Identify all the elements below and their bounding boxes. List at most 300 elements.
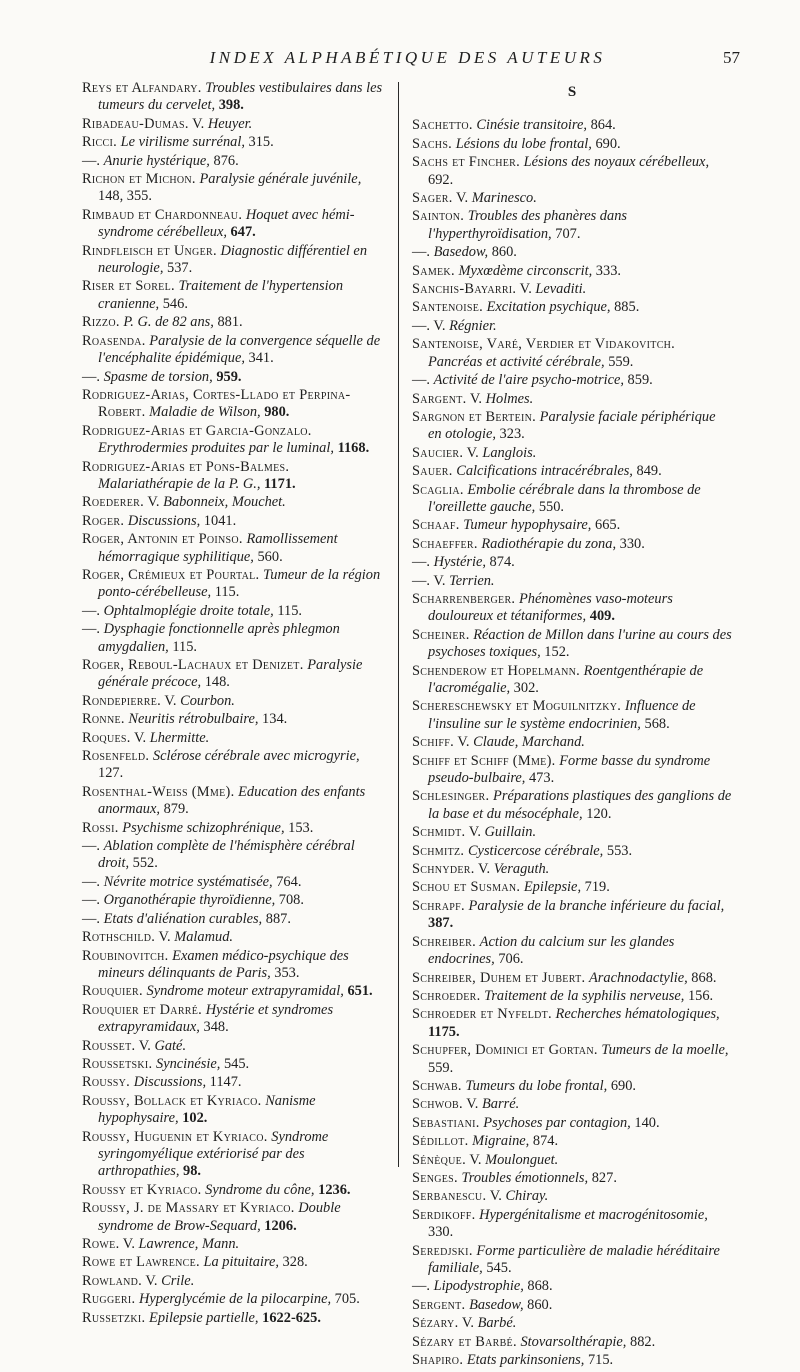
entry-author: Scaglia. [412,481,464,498]
entry-text: 330. [428,1224,454,1241]
entry-title: Neuritis rétrobulbaire, [128,711,259,728]
index-entry [412,1278,732,1295]
entry-text: 148, 355. [98,188,152,205]
entry-text: —. V. [412,572,450,589]
entry-text: 860. [523,1296,553,1313]
entry-text: 333. [592,262,621,279]
entry-text: 550. [535,498,565,515]
entry-title: Malamud. [174,929,234,946]
entry-author: Schnyder. [412,861,475,878]
entry-author: Schrapf. [412,897,465,914]
index-entry [412,391,732,408]
entry-author: Rothschild. [82,929,156,946]
entry-text: 348. [199,1019,229,1036]
index-entry [82,1273,386,1290]
entry-text: V. [516,281,536,298]
entry-title: Radiothérapie du zona, [481,535,617,552]
entry-title: Paralysie générale précoce, [98,657,363,691]
entry-title: Crile. [161,1272,195,1289]
entry-title: Hoquet avec hémi-syndrome cérébelleux, [98,206,355,241]
entry-title: Recherches hématologiques, [555,1006,720,1023]
entry-text: 868. [687,969,717,986]
index-entry [82,1002,386,1037]
entry-author: Samek. [412,262,455,279]
entry-title: Etats d'aliénation curables, [103,910,263,927]
index-entry [82,1074,386,1091]
entry-text: 545. [482,1260,512,1276]
entry-author: Rowe et Lawrence. [82,1254,200,1271]
entry-title: Epilepsie partielle, [149,1309,259,1326]
entry-title: Levaditi. [535,281,587,298]
index-entry [412,934,732,969]
entry-text: —. [82,621,104,638]
entry-author: Ruggeri. [82,1291,136,1308]
entry-author: Santenoise. [412,299,484,316]
entry-author: Roger, Reboul-Lachaux et Denizet. [82,657,304,673]
entry-page-bold: 1622-625. [262,1309,321,1326]
index-entry [412,244,732,261]
entry-author: Rodriguez-Arias et Garcia-Gonzalo. [82,422,312,439]
index-entry [412,573,732,590]
index-entry [412,117,732,134]
entry-author: Roussy, Bollack et Kyriaco. [82,1092,262,1109]
entry-author: Roubinovitch. [82,947,169,964]
entry-title: Anurie hystérique, [103,152,210,169]
index-entry [412,208,732,243]
index-entry [82,892,386,909]
entry-author: Sézary. [412,1315,459,1332]
entry-title: Epilepsie, [523,879,582,896]
entry-title: Régnier. [449,317,497,334]
entry-text: —. [412,1278,434,1295]
entry-title: Roentgenthérapie de l'acromégalie, [428,662,704,696]
entry-text: 690. [591,135,621,152]
index-entry [412,409,732,444]
entry-title: Influence de l'insuline sur le système endocrinien, [428,698,696,732]
entry-text: 868. [523,1278,553,1295]
index-entry [82,314,386,331]
entry-author: Rowe. [82,1236,120,1252]
index-entry [82,820,386,837]
index-entry [412,318,732,335]
entry-text: 546. [159,295,188,312]
entry-page-bold: 1206. [264,1217,297,1234]
index-entry [412,627,732,662]
entry-author: Sainton. [412,208,465,225]
entry-text: 545. [220,1055,250,1072]
index-entry [412,463,732,480]
entry-text: —. [82,910,104,927]
entry-text: 473. [525,770,555,787]
entry-author: Roussy, Huguenin et Kyriaco. [82,1128,268,1145]
index-entry [82,567,386,602]
entry-author: Rizzo. [82,314,120,331]
entry-author: Shapiro. [412,1352,464,1369]
entry-title: Le virilisme surrénal, [120,134,245,151]
index-entry [412,753,732,788]
entry-title: Lipodystrophie, [433,1278,524,1295]
entry-title: Gaté. [154,1037,187,1054]
index-entry [412,1243,732,1278]
entry-text: 665. [591,517,621,534]
entry-page-bold: 647. [230,224,256,241]
entry-title: Ablation complète de l'hémisphère cérébral droit, [98,838,355,872]
entry-author: Rodriguez-Arias, Cortes-Llado et Perpina-Robert. [82,386,351,421]
entry-author: Sergent. [412,1296,466,1313]
entry-author: Scharrenberger. [412,590,516,607]
index-entry [82,929,386,946]
entry-author: Schmitz. [412,842,465,859]
index-entry [412,1207,732,1242]
entry-page-bold: 1168. [337,440,370,457]
index-entry [82,80,386,115]
entry-text: 874. [485,554,515,571]
index-entry [412,517,732,534]
entry-text: —. [412,372,434,389]
entry-author: Sager. [412,190,453,207]
entry-title: Double syndrome de Brow-Sequard, [98,1200,341,1234]
index-entry [412,1042,732,1077]
entry-title: Névrite motrice systématisée, [103,873,273,890]
index-entry [412,824,732,841]
entry-title: Pancréas et activité cérébrale, [428,353,605,370]
index-entry [82,1310,386,1327]
index-entry [412,281,732,298]
entry-text: 860. [488,244,517,261]
entry-title: Etats parkinsoniens, [466,1352,585,1369]
entry-title: Moulonguet. [485,1151,559,1168]
entry-title: Excitation psychique, [486,299,611,316]
entry-title: Ophtalmoplégie droite totale, [103,602,274,619]
entry-title: Phénomènes vaso-moteurs douloureux et tétaniformes, [428,590,673,625]
entry-title: Examen médico-psychique des mineurs délinquants de Paris, [98,947,349,981]
entry-title: Syndrome moteur extrapyramidal, [146,983,344,1000]
entry-author: Rosenthal-Weiss (Mme). [82,783,235,800]
entry-title: Hystérie et syndromes extrapyramidaux, [98,1001,334,1036]
entry-text: 553. [603,842,633,859]
index-entry [82,1254,386,1271]
entry-author: Roussy. [82,1074,131,1091]
index-entry [412,1152,732,1169]
entry-text: 115. [211,584,240,601]
entry-text: 864. [586,117,616,134]
right-column [412,80,732,1370]
entry-title: Babonneix, Mouchet. [163,494,286,511]
entry-text: 560. [253,548,283,565]
entry-text: V. [466,1151,486,1168]
entry-text: V. [188,115,208,132]
entry-title: Basedow, [433,244,489,261]
index-entry [82,494,386,511]
entry-text: 559. [428,1059,454,1076]
index-entry [82,748,386,783]
index-entry [412,190,732,207]
entry-text: V. [142,1272,162,1289]
entry-text: 156. [684,987,714,1004]
index-entry [82,1038,386,1055]
entry-title: Discussions, [127,512,201,529]
entry-text: —. V. [412,317,450,334]
index-entry [412,879,732,896]
entry-author: Serdikoff. [412,1206,476,1223]
entry-page-bold: 1171. [264,475,296,492]
entry-title: Discussions, [133,1074,207,1091]
index-entry [82,1056,386,1073]
entry-author: Schlesinger. [412,788,490,805]
index-entry [412,1170,732,1187]
entry-page-bold: 1236. [318,1181,351,1198]
entry-author: Seredjski. [412,1242,473,1259]
entry-text: 882. [626,1333,656,1350]
entry-author: Sénèque. [412,1151,466,1168]
entry-text: 706. [494,951,524,968]
index-entry [412,1188,732,1205]
entry-text: 692. [428,171,454,188]
index-entry [82,948,386,983]
entry-title: Lésions du lobe frontal, [455,135,592,152]
entry-text: 552. [129,855,158,872]
entry-author: Ronne. [82,711,125,728]
entry-text: 690. [607,1077,637,1094]
entry-title: Migraine, [472,1133,530,1150]
entry-author: Sebastiani. [412,1114,480,1131]
entry-title: Hyperglycémie de la pilocarpine, [138,1291,332,1308]
entry-title: Diagnostic différentiel en neurologie, [98,242,368,277]
entry-text: V. [144,494,164,511]
index-entry [82,1236,386,1253]
entry-title: Barbé. [477,1315,517,1332]
entry-title: Myxœdème circonscrit, [458,262,593,279]
index-entry [82,243,386,278]
entry-text: V. [155,929,175,946]
entry-title: Lhermitte. [149,729,210,746]
entry-text: —. [82,838,104,855]
entry-text: 315. [244,134,274,151]
index-entry [412,263,732,280]
entry-page-bold: 387. [428,915,454,932]
entry-title: Troubles des phanères dans l'hyperthyroïdisation, [428,208,627,242]
entry-title: Tumeurs du lobe frontal, [465,1077,608,1094]
index-entry [412,445,732,462]
entry-author: Rousset. [82,1037,136,1054]
entry-text: V. [161,692,181,709]
entry-title: Sclérose cérébrale avec microgyrie, [152,748,360,765]
entry-author: Sachetto. [412,117,473,134]
index-entry [82,278,386,313]
index-entry [82,730,386,747]
entry-text: 323. [495,426,525,443]
index-entry [82,1182,386,1199]
index-entry [82,983,386,1000]
index-entry [412,336,732,371]
entry-title: Hypergénitalisme et macrogénitosomie, [479,1206,708,1223]
page-number: 57 [723,48,740,67]
entry-text: —. [82,873,104,890]
entry-title: Paralysie faciale périphérique en otologie, [428,408,716,443]
entry-title: Paralysie de la convergence séquelle de l'encéphalite épidémique, [98,332,381,367]
index-entry [412,154,732,189]
entry-title: Paralysie de la branche inférieure du facial, [468,897,725,914]
index-entry [412,372,732,389]
entry-text: 849. [632,463,662,480]
entry-title: Stovarsolthérapie, [520,1333,627,1350]
entry-text: V. [474,861,494,878]
entry-text: 302. [510,680,539,696]
entry-title: Syndrome du cône, [205,1181,315,1198]
entry-title: Courbon. [180,692,235,709]
entry-text: V. [463,444,483,461]
entry-text: —. [82,152,104,169]
entry-author: Sédillot. [412,1133,469,1150]
index-entry [82,387,386,422]
entry-title: Terrien. [449,572,495,589]
index-entry [82,134,386,151]
column-divider [398,82,399,1167]
index-entry [412,1115,732,1132]
entry-author: Roques. [82,729,131,746]
entry-text: 559. [604,353,634,370]
index-entry [82,1129,386,1181]
entry-text: V. [458,1315,478,1332]
index-entry [412,482,732,517]
index-entry [82,711,386,728]
entry-title: Forme particulière de maladie héréditaire familiale, [428,1242,720,1276]
entry-text: V. [130,729,150,746]
entry-title: Hystérie, [433,554,486,571]
entry-title: Action du calcium sur les glandes endocrines, [428,933,675,968]
entry-author: Schaeffer. [412,535,478,552]
index-entry [412,299,732,316]
index-entry [412,1334,732,1351]
entry-title: Holmes. [485,390,534,407]
entry-author: Santenoise, Varé, Verdier et Vidakovitch. [412,336,676,353]
entry-title: Chiray. [505,1188,549,1205]
entry-author: Rouquier. [82,983,143,1000]
index-entry [82,603,386,620]
entry-text: 764. [272,873,302,890]
entry-text: 341. [244,350,274,367]
entry-title: Syndrome syringomyélique extériorisé par des arthropathies, [98,1128,329,1180]
entry-text: 153. [284,819,314,836]
entry-text: 140. [630,1114,660,1131]
index-entry [82,874,386,891]
entry-author: Schroeder et Nyfeldt. [412,1006,552,1023]
entry-author: Russetzki. [82,1309,146,1326]
entry-text: 537. [163,260,193,277]
entry-title: Cinésie transitoire, [476,117,587,134]
entry-text: 115. [168,638,197,655]
entry-title: Dysphagie fonctionnelle après phlegmon amygdalien, [98,621,340,655]
entry-title: Cysticercose cérébrale, [467,842,604,859]
entry-title: Guillain. [484,824,537,841]
entry-page-bold: 102. [182,1110,208,1127]
entry-author: Rowland. [82,1272,143,1289]
entry-page-bold: 959. [216,368,242,385]
entry-text: 152. [540,644,570,661]
entry-title: Erythrodermies produites par le luminal, [98,440,334,457]
index-entry [82,423,386,458]
entry-title: Forme basse du syndrome pseudo-bulbaire, [428,752,711,787]
index-entry [82,153,386,170]
entry-title: Troubles émotionnels, [461,1169,589,1186]
index-entry [412,988,732,1005]
index-entry [412,1352,732,1369]
entry-text: 353. [270,964,300,981]
entry-text: V. [486,1188,506,1205]
entry-title: Traitement de l'hypertension cranienne, [98,278,344,312]
index-entry [82,171,386,206]
entry-author: Schiff. [412,734,455,751]
index-entry [412,1315,732,1332]
entry-author: Riser et Sorel. [82,278,175,295]
entry-author: Schiff et Schiff (Mme). [412,752,556,769]
entry-text: V. [454,734,474,751]
entry-author: Schupfer, Dominici et Gortan. [412,1042,598,1059]
entry-author: Rossi. [82,819,119,836]
entry-title: Veraguth. [493,861,550,878]
entry-text: 330. [616,535,645,552]
entry-text: V. [135,1037,155,1054]
entry-title: La pituitaire, [203,1254,279,1271]
entry-text: 705. [331,1291,360,1308]
entry-title: Malariathérapie de la P. G., [98,475,261,492]
entry-text: 134. [258,711,288,728]
entry-title: Lawrence, Mann. [138,1236,240,1252]
index-entry [412,698,732,733]
entry-title: Psychoses par contagion, [483,1114,631,1131]
entry-title: Barré. [482,1096,520,1113]
index-entry [412,734,732,751]
entry-author: Roussetski. [82,1055,153,1072]
entry-title: Syncinésie, [156,1055,221,1072]
entry-title: Préparations plastiques des ganglions de la base et du mésocéphale, [428,788,732,822]
index-entry [82,116,386,133]
entry-author: Sanchis-Bayarri. [412,281,517,298]
entry-title: Basedow, [469,1296,524,1313]
entry-title: Embolie cérébrale dans la thrombose de l'oreillette gauche, [428,481,701,515]
entry-page-bold: 409. [589,608,615,625]
entry-author: Schwab. [412,1077,462,1094]
index-entry [412,663,732,698]
entry-title: Troubles vestibulaires dans les tumeurs du cervelet, [98,80,383,114]
entry-author: Rouquier et Darré. [82,1001,203,1018]
entry-author: Rosenfeld. [82,748,150,765]
entry-title: Organothérapie thyroïdienne, [103,892,276,909]
entry-page-bold: 980. [264,404,290,421]
entry-author: Roussy et Kyriaco. [82,1181,202,1198]
entry-text: V. [465,824,485,841]
entry-text: —. [412,244,434,261]
entry-title: Langlois. [482,444,537,461]
index-entry [82,1200,386,1235]
running-header: INDEX ALPHABÉTIQUE DES AUTEURS [209,48,606,67]
entry-text: 887. [262,910,291,927]
index-entry [82,1291,386,1308]
index-entry [82,911,386,928]
entry-author: Richon et Michon. [82,171,196,188]
index-entry [412,898,732,933]
entry-text: —. [82,892,104,909]
entry-text: 148. [201,674,230,691]
entry-text: 885. [610,299,640,316]
entry-title: Spasme de torsion, [103,368,213,385]
entry-author: Senges. [412,1169,458,1186]
index-entry [412,843,732,860]
entry-author: Sachs. [412,135,453,152]
entry-title: P. G. de 82 ans, [123,314,214,331]
entry-title: Réaction de Millon dans l'urine au cours des psychoses toxiques, [428,626,732,661]
entry-title: Claude, Marchand. [473,734,585,751]
